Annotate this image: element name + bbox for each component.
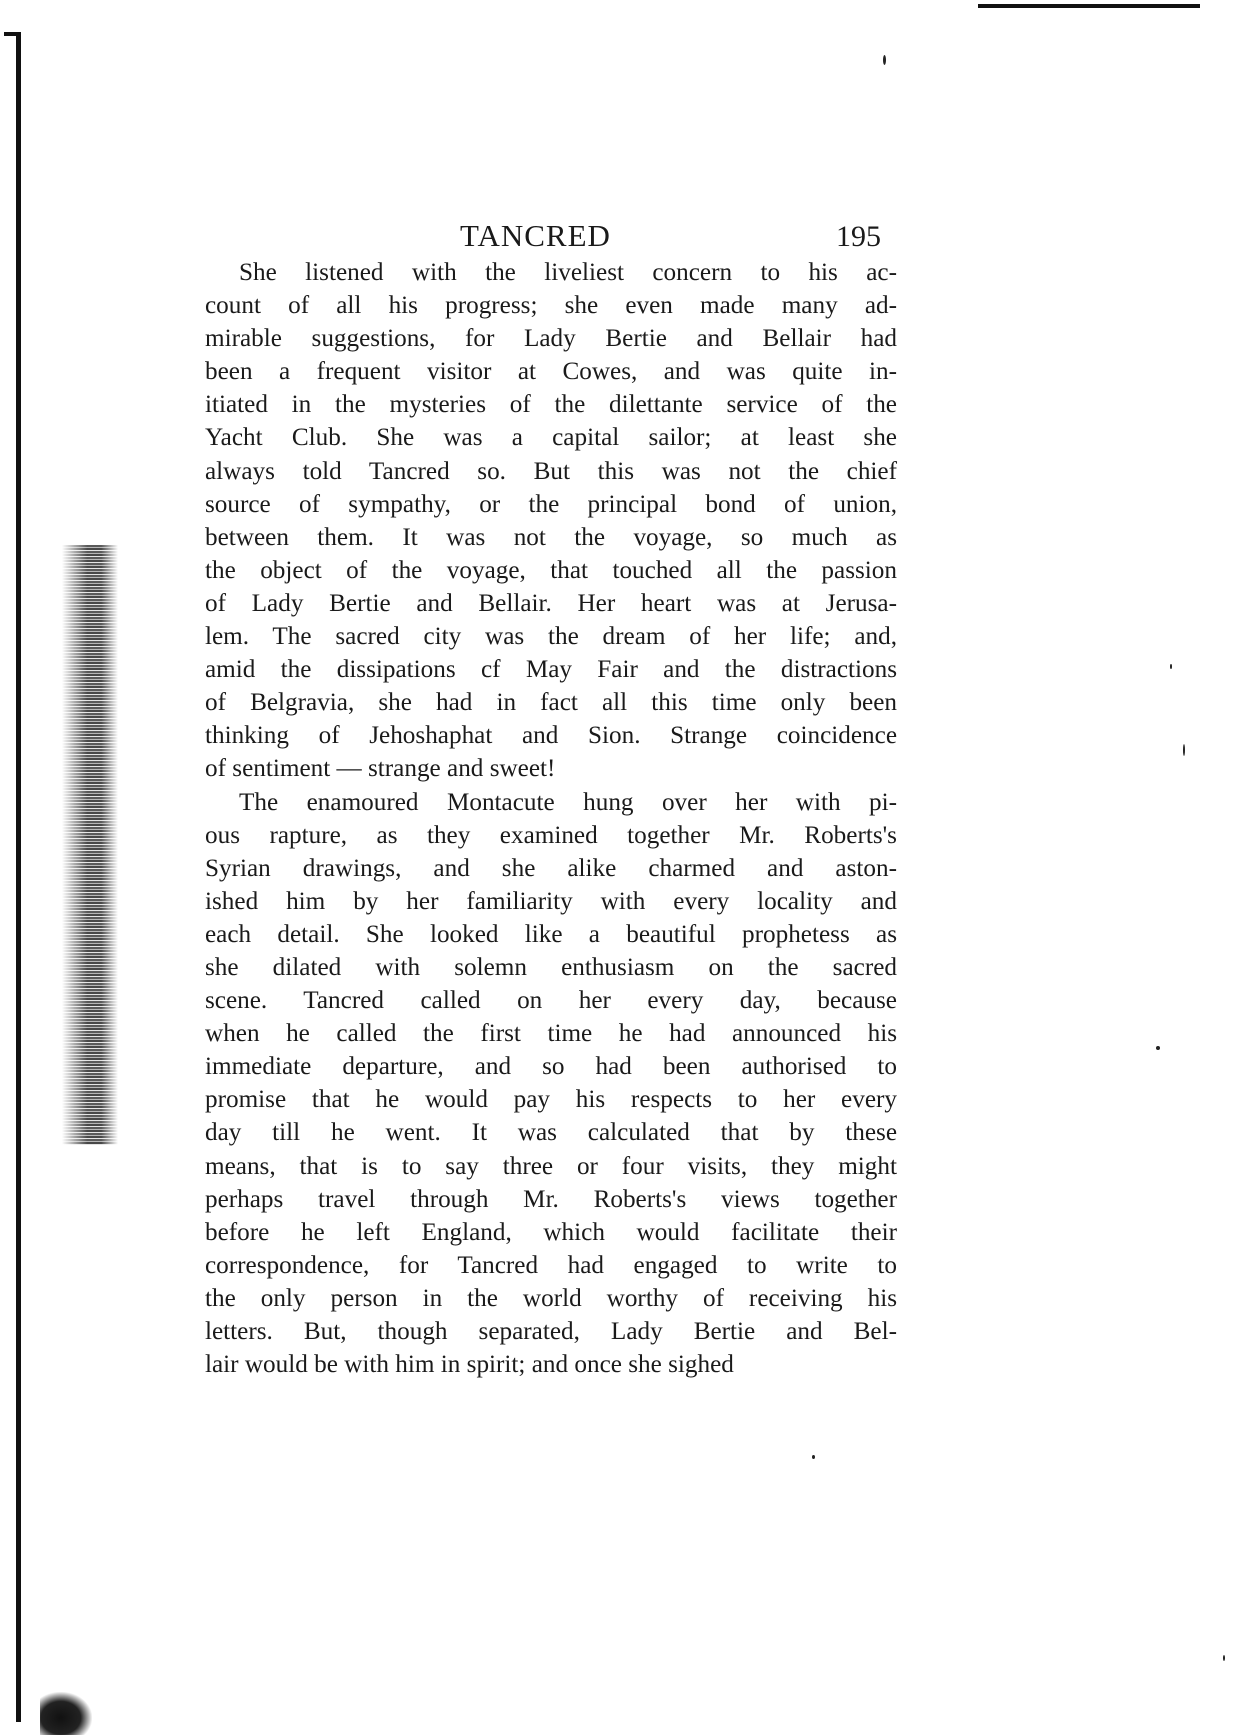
text-line: when he called the first time he had announced his <box>205 1020 897 1048</box>
text-line: thinking of Jehoshaphat and Sion. Strange coincidence <box>205 722 897 750</box>
text-line: Syrian drawings, and she alike charmed and aston- <box>205 854 897 882</box>
text-line: ous rapture, as they examined together Mr. Roberts's <box>205 821 897 849</box>
text-line: The enamoured Montacute hung over her with pi- <box>239 788 897 816</box>
binding-shadow <box>62 545 118 1145</box>
body-text <box>205 256 897 1381</box>
text-line: amid the dissipations cf May Fair and the distractions <box>205 656 897 684</box>
text-line: between them. It was not the voyage, so much as <box>205 523 897 551</box>
text-line: count of all his progress; she even made many ad- <box>205 292 897 320</box>
paragraph <box>205 786 897 1382</box>
text-line: the only person in the world worthy of receiving his <box>205 1284 897 1312</box>
scan-speck <box>812 1455 815 1459</box>
text-line: promise that he would pay his respects to her every <box>205 1086 897 1114</box>
scan-speck <box>1183 744 1185 756</box>
left-edge-rule <box>16 32 21 1722</box>
scan-speck <box>1156 1046 1160 1050</box>
running-head <box>200 218 900 258</box>
text-line: each detail. She looked like a beautiful prophetess as <box>205 920 897 948</box>
text-line: the object of the voyage, that touched all the passion <box>205 556 897 584</box>
text-line: mirable suggestions, for Lady Bertie and Bellair had <box>205 325 897 353</box>
text-line: of Lady Bertie and Bellair. Her heart was at Jerusa- <box>205 589 897 617</box>
paragraph <box>205 256 897 786</box>
text-line: day till he went. It was calculated that by these <box>205 1119 897 1147</box>
running-title: TANCRED <box>460 218 611 253</box>
text-line: of sentiment — strange and sweet! <box>205 755 556 783</box>
top-edge-rule <box>978 4 1200 8</box>
text-line: itiated in the mysteries of the dilettante service of the <box>205 391 897 419</box>
text-line: letters. But, though separated, Lady Bertie and Bel- <box>205 1318 897 1345</box>
text-line: lem. The sacred city was the dream of her life; and, <box>205 623 897 651</box>
text-line: Yacht Club. She was a capital sailor; at least she <box>205 424 897 452</box>
text-line: means, that is to say three or four visits, they might <box>205 1152 897 1180</box>
text-line: lair would be with him in spirit; and once she sighed <box>205 1351 734 1379</box>
scan-speck <box>883 55 886 65</box>
scan-blot <box>40 1692 92 1735</box>
text-line: She listened with the liveliest concern to his ac- <box>239 259 897 286</box>
scan-speck <box>1223 1655 1225 1661</box>
text-line: been a frequent visitor at Cowes, and was quite in- <box>205 358 897 386</box>
text-line: immediate departure, and so had been authorised to <box>205 1053 897 1081</box>
text-line: scene. Tancred called on her every day, because <box>205 987 897 1015</box>
text-line: of Belgravia, she had in fact all this time only been <box>205 689 897 717</box>
page-number: 195 <box>836 220 881 253</box>
left-edge-rule-cap <box>4 32 20 36</box>
text-line: correspondence, for Tancred had engaged to write to <box>205 1251 897 1279</box>
text-line: always told Tancred so. But this was not the chief <box>205 457 897 485</box>
text-line: before he left England, which would facilitate their <box>205 1218 897 1246</box>
scan-speck <box>1170 664 1172 669</box>
text-line: she dilated with solemn enthusiasm on the sacred <box>205 953 897 981</box>
text-line: source of sympathy, or the principal bond of union, <box>205 490 897 518</box>
text-line: ished him by her familiarity with every locality and <box>205 887 897 915</box>
text-line: perhaps travel through Mr. Roberts's views together <box>205 1185 897 1213</box>
